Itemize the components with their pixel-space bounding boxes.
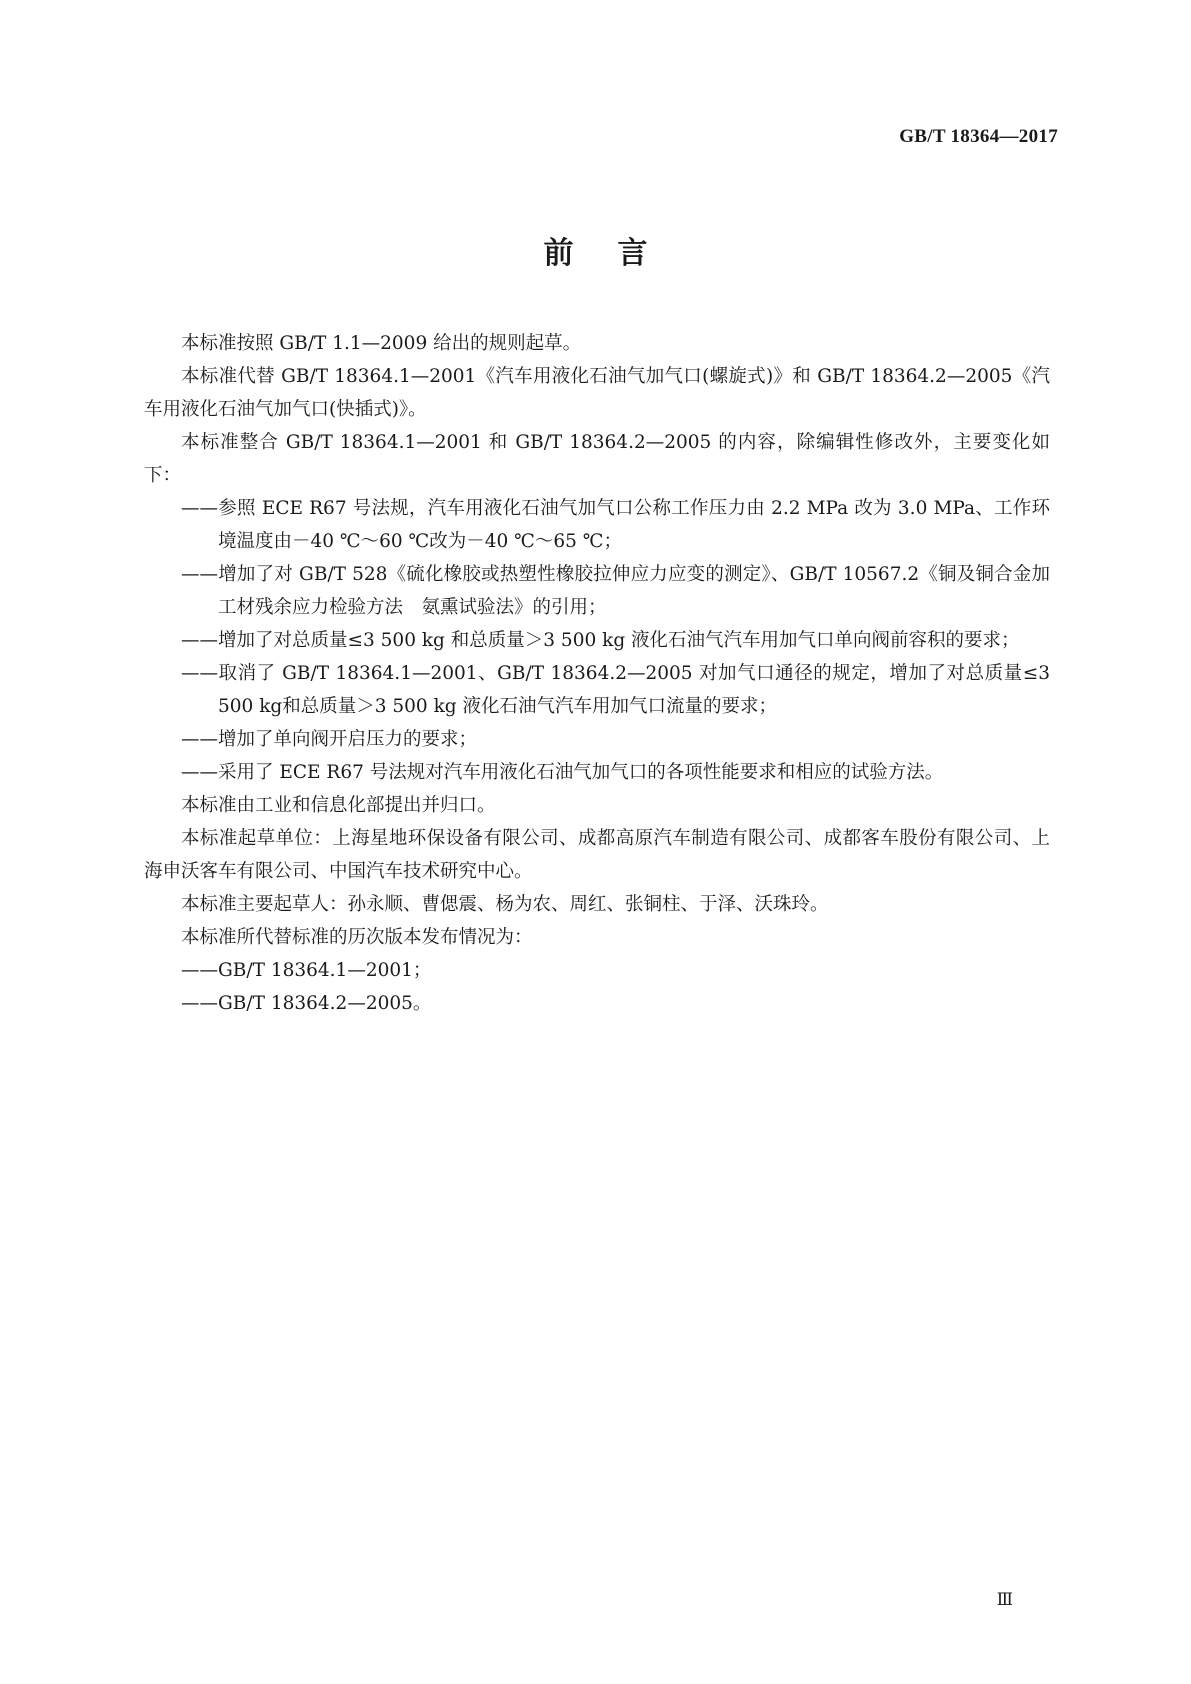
- paragraph-changes-intro: 本标准整合 GB/T 18364.1—2001 和 GB/T 18364.2—2005 的内容，除编辑性修改外，主要变化如下：: [144, 432, 1050, 486]
- paragraph-drafting-rules: 本标准按照 GB/T 1.1—2009 给出的规则起草。: [181, 333, 582, 354]
- paragraph-replaces: 本标准代替 GB/T 18364.1—2001《汽车用液化石油气加气口(螺旋式)》和 GB/T 18364.2—2005《汽车用液化石油气加气口(快插式)》。: [144, 366, 1050, 420]
- change-item: ——增加了对总质量≤3 500 kg 和总质量＞3 500 kg 液化石油气汽车用加气口单向阀前容积的要求；: [181, 630, 1020, 651]
- page-title: 前言: [543, 236, 692, 271]
- change-item: ——增加了对 GB/T 528《硫化橡胶或热塑性橡胶拉伸应力应变的测定》、GB/T 10567.2《铜及铜合金加工材残余应力检验方法 氨熏试验法》的引用；: [181, 564, 1050, 618]
- change-item: ——取消了 GB/T 18364.1—2001、GB/T 18364.2—2005 对加气口通径的规定，增加了对总质量≤3 500 kg和总质量＞3 500 kg 液化石油气汽车用加气口流量的要求；: [181, 663, 1050, 717]
- previous-edition-item: ——GB/T 18364.2—2005。: [181, 993, 432, 1014]
- change-item: ——增加了单向阀开启压力的要求；: [181, 729, 478, 750]
- change-item: ——采用了 ECE R67 号法规对汽车用液化石油气加气口的各项性能要求和相应的试验方法。: [181, 762, 944, 783]
- paragraph-previous-editions: 本标准所代替标准的历次版本发布情况为：: [181, 927, 533, 948]
- document-body: [144, 327, 1050, 1020]
- page-number: Ⅲ: [996, 1590, 1013, 1609]
- paragraph-drafting-units: 本标准起草单位：上海星地环保设备有限公司、成都高原汽车制造有限公司、成都客车股份有限公司、上海申沃客车有限公司、中国汽车技术研究中心。: [144, 828, 1050, 882]
- previous-edition-item: ——GB/T 18364.1—2001；: [181, 960, 432, 981]
- standard-number: GB/T 18364—2017: [899, 126, 1058, 147]
- paragraph-main-drafters: 本标准主要起草人：孙永顺、曹偲震、杨为农、周红、张铜柱、于泽、沃珠玲。: [181, 894, 829, 915]
- change-item: ——参照 ECE R67 号法规，汽车用液化石油气加气口公称工作压力由 2.2 MPa 改为 3.0 MPa、工作环境温度由－40 ℃～60 ℃改为－40 ℃～65 ℃；: [181, 498, 1050, 552]
- paragraph-proposed-by: 本标准由工业和信息化部提出并归口。: [181, 795, 496, 816]
